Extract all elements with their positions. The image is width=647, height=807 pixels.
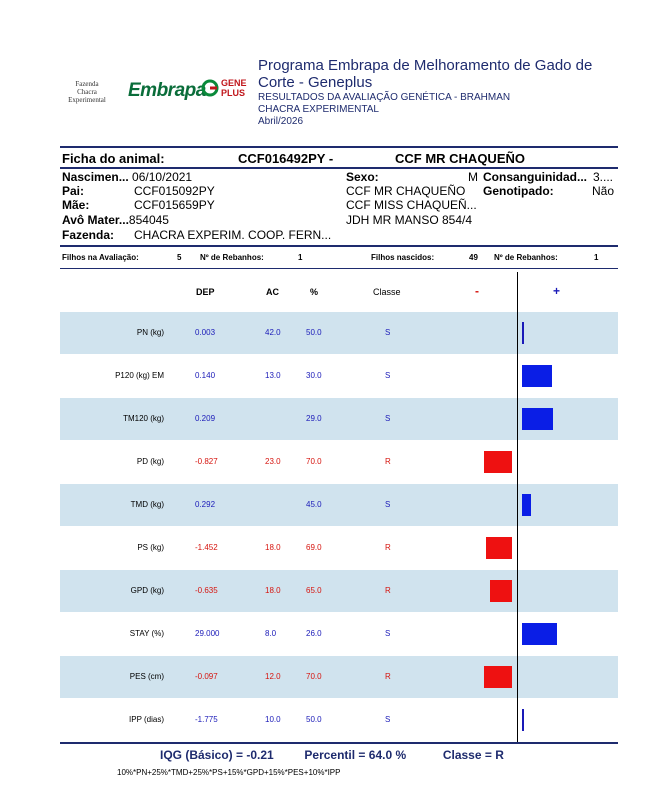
footer-summary (160, 748, 504, 762)
nascimento-value: 06/10/2021 (132, 170, 193, 184)
classe-value: S (385, 500, 391, 509)
positive-bar (522, 494, 531, 516)
pct-value: 45.0 (306, 500, 322, 509)
trait-name: STAY (%) (129, 629, 164, 638)
nascimento-row (62, 170, 192, 184)
avo-code: 854045 (128, 213, 169, 227)
trait-name: IPP (dias) (129, 715, 164, 724)
dep-value: 0.003 (195, 328, 216, 337)
pai-label: Pai: (62, 184, 85, 198)
dep-value: 0.292 (195, 500, 216, 509)
avo-row (62, 213, 169, 227)
negative-bar (484, 451, 512, 473)
filhos-nasc-label: Filhos nascidos: (371, 253, 435, 262)
filhos-aval-value: 5 (177, 253, 182, 262)
nascimento-label: Nascimen... (62, 170, 129, 184)
iqg-formula: 10%*PN+25%*TMD+25%*PS+15%*GPD+15%*PES+10%*IPP (117, 768, 341, 777)
table-row (60, 398, 618, 440)
ac-value: 18.0 (265, 586, 281, 595)
classe-value: S (385, 371, 391, 380)
percentil-value: Percentil = 64.0 % (304, 748, 407, 762)
classe-value: R (385, 543, 391, 552)
ac-value: 12.0 (265, 672, 281, 681)
trait-name: PS (kg) (137, 543, 164, 552)
pai-code: CCF015092PY (134, 184, 215, 198)
pai-name: CCF MR CHAQUEÑO (346, 184, 466, 198)
filhos-nasc-value: 49 (469, 253, 478, 262)
ac-value: 8.0 (265, 629, 277, 638)
genot-value: Não (592, 184, 615, 198)
dep-value: -1.775 (195, 715, 218, 724)
classe-value: S (385, 629, 391, 638)
dep-value: 0.209 (195, 414, 216, 423)
consang-value: 3.... (593, 170, 614, 184)
classe-value: R (385, 672, 391, 681)
rebanhos1-label: Nº de Rebanhos: (200, 253, 264, 262)
consang-label: Consanguinidad... (483, 170, 587, 184)
dep-value: -0.097 (195, 672, 218, 681)
trait-name: PN (kg) (136, 328, 164, 337)
rebanhos1-value: 1 (298, 253, 303, 262)
pct-value: 26.0 (306, 629, 322, 638)
classe-value: R (385, 457, 391, 466)
divider (60, 167, 618, 169)
dep-value: -1.452 (195, 543, 218, 552)
avo-name: JDH MR MANSO 854/4 (346, 213, 473, 227)
col-dep: DEP (196, 287, 215, 297)
dep-value: -0.827 (195, 457, 218, 466)
classe-value: S (385, 715, 391, 724)
geneplus-logo-text: GENE PLUS (221, 78, 247, 98)
pct-value: 65.0 (306, 586, 322, 595)
subtitle-line: CHACRA EXPERIMENTAL (258, 104, 379, 115)
farm-logo-text: Fazenda Chacra Experimental (68, 80, 106, 104)
pct-value: 50.0 (306, 328, 322, 337)
negative-bar (490, 580, 512, 602)
trait-name: TM120 (kg) (123, 414, 164, 423)
table-row (60, 355, 618, 397)
ac-value: 13.0 (265, 371, 281, 380)
pct-value: 29.0 (306, 414, 322, 423)
negative-bar (486, 537, 512, 559)
ac-value: 10.0 (265, 715, 281, 724)
ac-value: 42.0 (265, 328, 281, 337)
col-ac: AC (266, 287, 279, 297)
col-plus: + (553, 284, 561, 298)
positive-bar (522, 408, 553, 430)
col-minus: - (475, 284, 479, 298)
pct-value: 50.0 (306, 715, 322, 724)
avo-label: Avô Mater... (62, 213, 129, 227)
divider (60, 268, 618, 269)
dep-value: 29.000 (195, 629, 220, 638)
pct-value: 70.0 (306, 457, 322, 466)
ficha-label: Ficha do animal: (62, 151, 165, 166)
iqg-value: IQG (Básico) = -0.21 (160, 748, 274, 762)
divider (60, 146, 618, 148)
table-row (60, 613, 618, 655)
sexo-value: M (468, 170, 478, 184)
mae-code: CCF015659PY (134, 198, 215, 212)
geneplus-icon (201, 79, 219, 97)
positive-bar (522, 709, 524, 731)
subtitle-line: RESULTADOS DA AVALIAÇÃO GENÉTICA - BRAHMAN (258, 92, 511, 103)
col-classe: Classe (373, 287, 401, 297)
rebanhos2-label: Nº de Rebanhos: (494, 253, 558, 262)
positive-bar (522, 322, 524, 344)
geneplus-logo (221, 78, 251, 98)
pct-value: 30.0 (306, 371, 322, 380)
rebanhos2-value: 1 (594, 253, 599, 262)
negative-bar (484, 666, 512, 688)
genot-label: Genotipado: (483, 184, 554, 198)
fazenda-value: CHACRA EXPERIM. COOP. FERN... (134, 228, 332, 242)
col-pct: % (310, 287, 319, 297)
pct-value: 70.0 (306, 672, 322, 681)
positive-bar (522, 365, 552, 387)
table-row (60, 484, 618, 526)
trait-name: P120 (kg) EM (115, 371, 164, 380)
ficha-code: CCF016492PY - (238, 151, 334, 166)
trait-name: GPD (kg) (130, 586, 164, 595)
classe-value: S (385, 328, 391, 337)
bar-axis (517, 272, 518, 742)
table-row (60, 441, 618, 483)
positive-bar (522, 623, 557, 645)
ficha-name: CCF MR CHAQUEÑO (395, 151, 525, 166)
ac-value: 23.0 (265, 457, 281, 466)
pct-value: 69.0 (306, 543, 322, 552)
dep-value: -0.635 (195, 586, 218, 595)
filhos-aval-label: Filhos na Avaliação: (62, 253, 139, 262)
mae-name: CCF MISS CHAQUEÑ... (346, 198, 477, 212)
trait-name: PES (cm) (129, 672, 164, 681)
fazenda-label: Fazenda: (62, 228, 115, 242)
dep-value: 0.140 (195, 371, 216, 380)
classe-value: R (385, 586, 391, 595)
divider (60, 245, 618, 247)
table-row (60, 656, 618, 698)
table-row (60, 312, 618, 354)
ac-value: 18.0 (265, 543, 281, 552)
divider (60, 742, 618, 744)
table-row (60, 527, 618, 569)
page-title: Programa Embrapa de Melhoramento de Gado de Corte - Geneplus (258, 57, 593, 91)
farm-logo (62, 80, 112, 104)
classe-value: Classe = R (442, 748, 504, 762)
table-row (60, 699, 618, 741)
table-row (60, 570, 618, 612)
trait-name: PD (kg) (136, 457, 164, 466)
mae-label: Mãe: (62, 198, 90, 212)
sexo-label: Sexo: (346, 170, 379, 184)
trait-name: TMD (kg) (130, 500, 164, 509)
subtitle (258, 92, 510, 128)
classe-value: S (385, 414, 391, 423)
subtitle-line: Abril/2026 (258, 116, 304, 127)
embrapa-logo: Embrapa (128, 80, 206, 101)
